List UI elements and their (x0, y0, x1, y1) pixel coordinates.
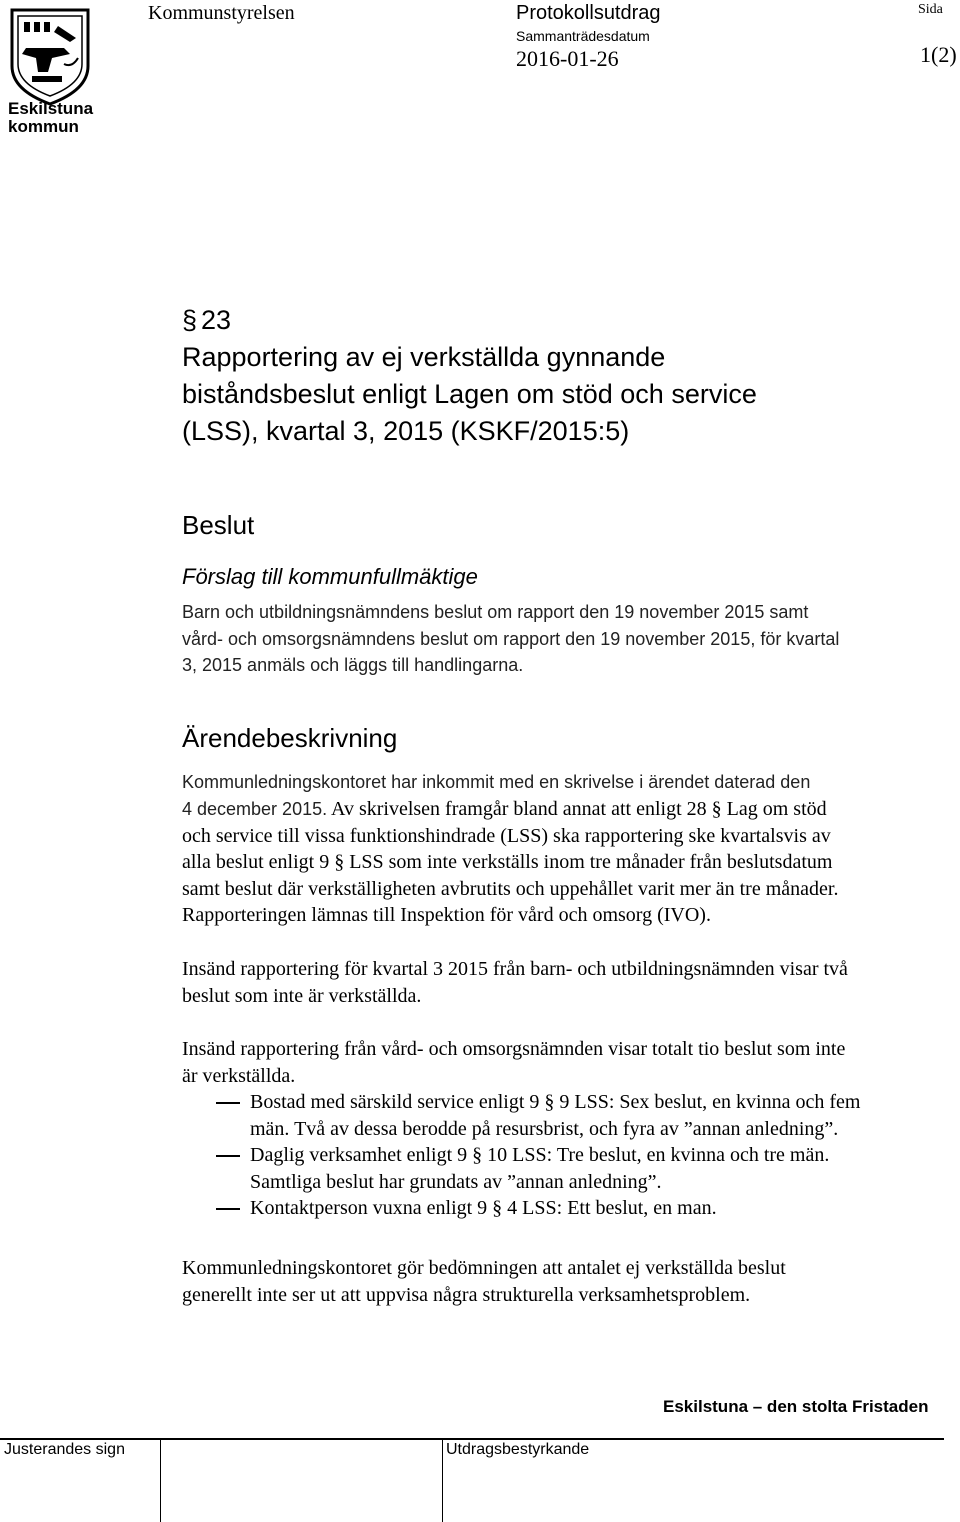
footer-slogan: Eskilstuna – den stolta Fristaden (663, 1397, 929, 1416)
header-document-type: Protokollsutdrag (516, 2, 661, 24)
subheading-forslag: Förslag till kommunfullmäktige (182, 564, 478, 589)
municipality-logo (8, 8, 98, 136)
dash-icon (216, 1155, 240, 1157)
title-line: Rapportering av ej verkställda gynnande (182, 342, 666, 372)
header-date-label: Sammanträdesdatum (516, 28, 650, 44)
arende-paragraph-2 (182, 956, 848, 1009)
text-line: 3, 2015 anmäls och läggs till handlingarna. (182, 655, 524, 675)
arende-paragraph-3 (182, 1036, 845, 1089)
text-line: Kommunledningskontoret har inkommit med en skrivelse i ärendet daterad den (182, 772, 811, 792)
text-line: Av skrivelsen framgår bland annat att enligt 28 § Lag om stöd (327, 798, 827, 820)
title-line: (LSS), kvartal 3, 2015 (KSKF/2015:5) (182, 416, 630, 446)
logo-text-line1: Eskilstuna (8, 99, 94, 118)
text-line: vård- och omsorgsnämndens beslut om rapport den 19 november 2015, för kvartal (182, 628, 840, 649)
list-item: Kontaktperson vuxna enligt 9 § 4 LSS: Ett beslut, en man. (182, 1195, 860, 1222)
arende-intro (182, 769, 810, 796)
arende-paragraph-4 (182, 1255, 786, 1308)
date-text: 4 december 2015. (182, 799, 328, 819)
list-item: Bostad med särskild service enligt 9 § 9 LSS: Sex beslut, en kvinna och fem män. Två av dessa berodde på resursbrist, och fyra av ”annan anledning”. (182, 1089, 860, 1142)
item-number: 23 (201, 305, 232, 335)
footer-utdrag-label: Utdragsbestyrkande (446, 1441, 590, 1458)
text-line: och service till vissa funktionshindrade (LSS) ska rapportering ske kvartalsvis av (182, 824, 831, 847)
header-organization: Kommunstyrelsen (148, 2, 295, 24)
logo-text-line2: kommun (8, 117, 79, 136)
text-line: Barn och utbildningsnämndens beslut om rapport den 19 november 2015 samt (182, 602, 809, 622)
text-line: Insänd rapportering från vård- och omsorgsnämnden visar totalt tio beslut som inte (182, 1038, 846, 1060)
section-heading-beslut: Beslut (182, 510, 255, 540)
arende-paragraph-1 (182, 796, 838, 929)
dash-icon (216, 1208, 240, 1210)
footer-column-divider (442, 1438, 443, 1522)
text-line: Rapporteringen lämnas till Inspektion för vård och omsorg (IVO). (182, 904, 711, 926)
text-line: alla beslut enligt 9 § LSS som inte verkställs inom tre månader från beslutsdatum (182, 851, 833, 873)
text-line: är verkställda. (182, 1064, 296, 1087)
title-line: biståndsbeslut enligt Lagen om stöd och service (182, 379, 757, 409)
item-title (182, 302, 922, 450)
text-line: beslut som inte är verkställda. (182, 984, 422, 1007)
list-item: Daglig verksamhet enligt 9 § 10 LSS: Tre beslut, en kvinna och tre män. Samtliga beslut har grundats av ”annan anledning”. (182, 1142, 860, 1195)
footer-sign-label: Justerandes sign (4, 1441, 125, 1458)
bullet-list (182, 1089, 860, 1222)
header-page-label: Sida (918, 2, 943, 17)
beslut-text (182, 599, 839, 679)
paragraph-sign: § (182, 305, 198, 335)
text-line: samt beslut där verkställigheten avbrutits och uppehållet varit mer än tre månader. (182, 877, 839, 900)
text-line: generellt inte ser ut att uppvisa några strukturella verksamhetsproblem. (182, 1283, 751, 1306)
section-heading-arende: Ärendebeskrivning (182, 723, 398, 753)
text-line: Kommunledningskontoret gör bedömningen att antalet ej verkställda beslut (182, 1257, 786, 1279)
text-line: Insänd rapportering för kvartal 3 2015 från barn- och utbildningsnämnden visar två (182, 958, 848, 980)
header-date: 2016-01-26 (516, 46, 619, 71)
dash-icon (216, 1102, 240, 1104)
header-page-number: 1(2) (920, 42, 957, 67)
